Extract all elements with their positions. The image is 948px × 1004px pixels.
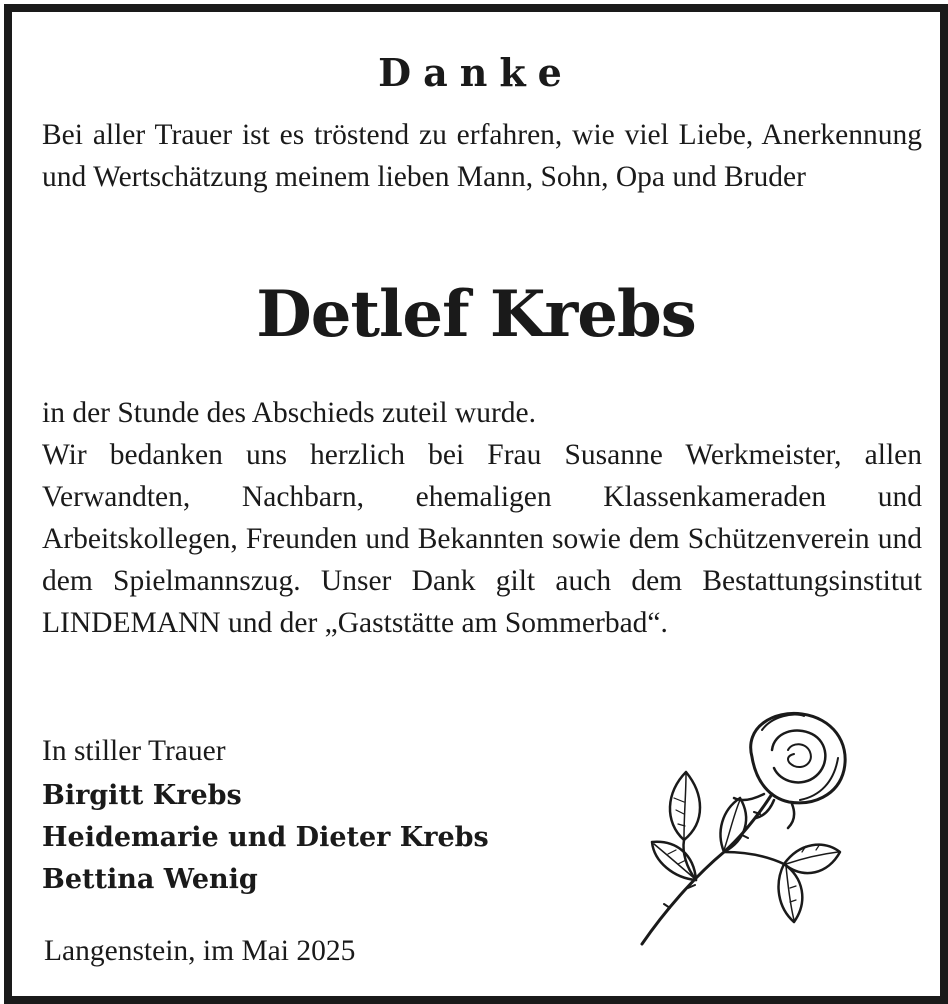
thanks-paragraph: Wir bedanken uns herzlich bei Frau Susanne Werkmeister, allen Verwandten, Nachbarn, ehemaligen Klassenkameraden und Arbeitskollegen, Freunden und Bekannten sowie dem Schützenverein und dem Spielmannszug. Unser Dank gilt auch dem Bestattungsinstitut LINDEMANN und der „Gaststätte am Sommerbad“.: [42, 439, 922, 639]
place-date: Langenstein, im Mai 2025: [44, 935, 356, 967]
deceased-name: Detlef Krebs: [256, 277, 696, 352]
mourning-line: In stiller Trauer: [42, 735, 226, 767]
signer-name: Heidemarie und Dieter Krebs: [42, 822, 489, 853]
rose-icon: [624, 702, 860, 954]
intro-paragraph: Bei aller Trauer ist es tröstend zu erfahren, wie viel Liebe, Anerkennung und Wertschätzung meinem lieben Mann, Sohn, Opa und Bruder: [42, 119, 922, 193]
signer-name: Bettina Wenig: [42, 864, 258, 895]
signer-name: Birgitt Krebs: [42, 780, 242, 811]
signers-list: [42, 775, 489, 901]
after-name-line: in der Stunde des Abschieds zuteil wurde.: [42, 397, 537, 429]
heading-danke: Danke: [378, 50, 574, 95]
notice-border: [4, 4, 948, 1004]
